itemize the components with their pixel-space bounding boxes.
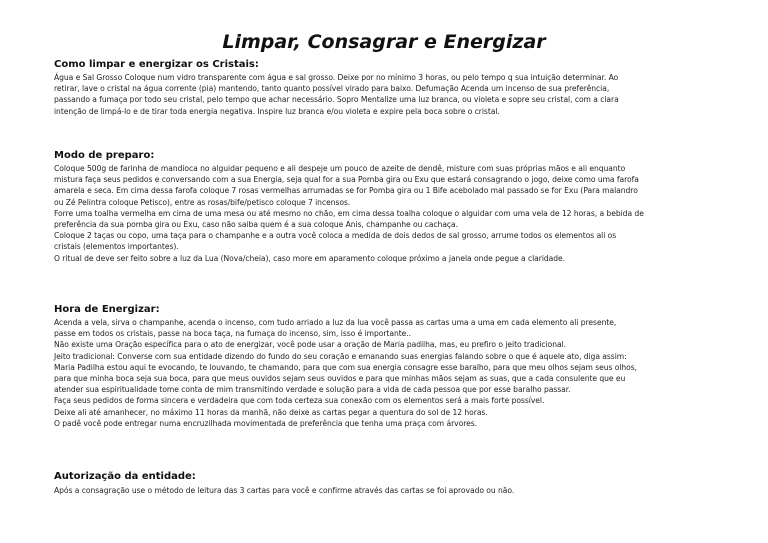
- paragraph-line: Água e Sal Grosso Coloque num vidro transparente com água e sal grosso. Deixe por no mínimo 3 horas, ou pelo tempo q sua intuição determinar. Ao: [54, 73, 619, 82]
- paragraph-line: Faça seus pedidos de forma sincera e verdadeira que com toda certeza sua conexão com os elementos será a mais forte possível.: [54, 396, 545, 406]
- paragraph-line: atender sua espiritualidade tome conta de mim transmitindo verdade e solução para a vida de cada pessoa que por esse baralho passar.: [54, 385, 571, 395]
- paragraph-line: Jeito tradicional: Converse com sua entidade dizendo do fundo do seu coração e emanando suas energias falando sobre o que é aquele ato, diga assim:: [54, 351, 627, 361]
- section-limpar-cristais: [54, 58, 619, 117]
- paragraph-line: Deixe ali até amanhecer, no máximo 11 horas da manhã, não deixe as cartas pegar a quentura do sol de 12 horas.: [54, 407, 488, 417]
- paragraph-line: amarela e seca. Em cima dessa farofa coloque 7 rosas vermelhas arrumadas se for Pomba gira ou 1 Bife acebolado mal passado se for Exu (Para malandro: [54, 186, 638, 196]
- section-heading: Modo de preparo:: [54, 150, 155, 161]
- section-heading: Como limpar e energizar os Cristais:: [54, 59, 259, 70]
- paragraph-line: O ritual de deve ser feito sobre a luz da Lua (Nova/cheia), caso more em aparamento coloque próximo a janela onde pegue a claridade.: [54, 253, 566, 263]
- paragraph-line: O padê você pode entregar numa encruzilhada movimentada de preferência que tenha uma praça com árvores.: [54, 418, 477, 428]
- section-heading: Hora de Energizar:: [54, 304, 160, 315]
- paragraph-line: Coloque 500g de farinha de mandioca no alguidar pequeno e ali despeje um pouco de azeite de dendê, misture com suas próprias mãos e ali enquanto: [54, 164, 626, 173]
- paragraph-line: preferência da sua pomba gira ou Exu, caso não saiba quem é a sua coloque Anis, champanhe ou cachaça.: [54, 220, 459, 230]
- paragraph-line: ou Zé Pelintra coloque Petisco), entre as rosas/bife/petisco coloque 7 incensos.: [54, 197, 351, 207]
- paragraph-line: mistura faça seus pedidos e conversando com a sua Energia, seja qual for a sua Pomba gira ou Exu que estará consagrando o jogo, deixe como uma farofa: [54, 175, 639, 185]
- paragraph-line: Não existe uma Oração específica para o ato de energizar, você pode usar a oração de Maria padilha, mas, eu prefiro o jeito tradicional.: [54, 340, 566, 350]
- paragraph-line: intenção de limpá-lo e de tirar toda energia negativa. Inspire luz branca e/ou violeta e expire pela boca sobre o cristal.: [54, 106, 500, 116]
- paragraph-line: Coloque 2 taças ou copo, uma taça para o champanhe e a outra você coloca a medida de dois dedos de sal grosso, arrume todos os elementos ali os: [54, 231, 617, 241]
- paragraph-line: retirar, lave o cristal na água corrente (pia) mantendo, tanto quanto possível virado para baixo. Defumação Acenda um incenso de sua preferência,: [54, 84, 610, 94]
- paragraph-line: Maria Padilha estou aqui te evocando, te louvando, te chamando, para que com sua energia consagre esse baralho, para que meu olhos sejam seus olhos,: [54, 362, 638, 372]
- paragraph-line: cristais (elementos importantes).: [54, 242, 179, 252]
- section-autorizacao-entidade: [54, 470, 514, 496]
- paragraph-line: Acenda a vela, sirva o champanhe, acenda o incenso, com tudo arriado a luz da lua você passa as cartas uma a uma em cada elemento ali presente,: [54, 318, 617, 327]
- paragraph-line: Forre uma toalha vermelha em cima de uma mesa ou até mesmo no chão, em cima dessa toalha coloque o alguidar com uma vela de 12 horas, a bebida de: [54, 208, 644, 218]
- section-heading: Autorização da entidade:: [54, 471, 196, 482]
- page-title: Limpar, Consagrar e Energizar: [222, 31, 546, 53]
- paragraph-line: para que minha boca seja sua boca, para que meus ouvidos sejam seus ouvidos e para que minhas mãos sejam as suas, que a cada consulente que eu: [54, 374, 626, 384]
- paragraph-line: passando a fumaça por todo seu cristal, pelo tempo que achar necessário. Sopro Mentalize uma luz branca, ou violeta e sopre seu cristal, com a clara: [54, 95, 619, 105]
- paragraph-line: Após a consagração use o método de leitura das 3 cartas para você e confirme através das cartas se foi aprovado ou não.: [54, 486, 515, 495]
- paragraph-line: passe em todos os cristais, passe na boca taça, na fumaça do incenso, sim, isso é importante..: [54, 329, 411, 339]
- section-modo-de-preparo: [54, 149, 644, 264]
- section-hora-de-energizar: [54, 303, 637, 429]
